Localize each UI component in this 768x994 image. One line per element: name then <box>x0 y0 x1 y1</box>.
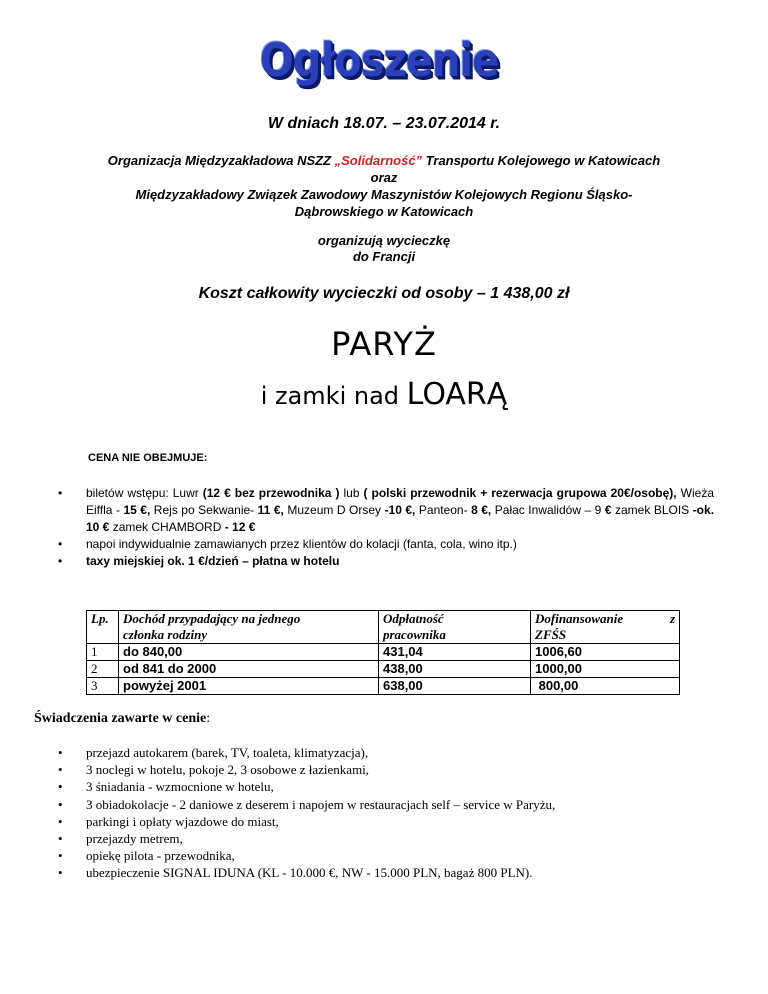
organize-line-2: do Francji <box>352 249 416 264</box>
bullet-icon: • <box>58 848 63 864</box>
headline-loara: i zamki nad LOARĄ <box>260 377 508 412</box>
header-lp: Lp. <box>87 611 119 644</box>
list-item: • 3 śniadania - wzmocnione w hotelu, <box>58 779 274 795</box>
list-item: • przejazd autokarem (barek, TV, toaleta, klimatyzacja), <box>58 745 369 760</box>
header-subsidy: Dofinansowanie z ZFŚS <box>531 611 680 644</box>
trip-dates: W dniach 18.07. – 23.07.2014 r. <box>267 115 501 132</box>
list-item: • biletów wstępu: Luwr (12 € bez przewodnika ) lub ( polski przewodnik + rezerwacja grupowa 20€/osobę), Wieża Eiffla - 15 €, Rejs po Sekwanie- 11 €, Muzeum D Orsey -10 €, Panteon- 8 €, Pałac Inwalidów – 9 € zamek BLOIS -ok. 10 € zamek CHAMBORD - 12 € <box>58 486 715 534</box>
bullet-icon: • <box>58 865 63 881</box>
bullet-icon: • <box>58 796 63 812</box>
bullet-icon: • <box>58 486 63 500</box>
table-header-row <box>87 611 680 644</box>
bullet-icon: • <box>58 554 63 568</box>
organizers-block <box>0 152 768 220</box>
total-cost: Koszt całkowity wycieczki od osoby – 1 438,00 zł <box>198 285 570 302</box>
list-item: • 3 obiadokolacje - 2 daniowe z deserem i napojem w restauracjach self – service w Paryżu, <box>58 796 556 812</box>
table-row: 3 powyżej 2001 638,00 800,00 <box>87 678 680 695</box>
not-included-list <box>58 485 714 570</box>
headline-paris: PARYŻ <box>331 325 437 363</box>
list-item: • przejazdy metrem, <box>58 831 183 847</box>
bullet-icon: • <box>58 813 63 829</box>
list-item: • 3 noclegi w hotelu, pokoje 2, 3 osobowe z łazienkami, <box>58 762 370 778</box>
table-row: 2 od 841 do 2000 438,00 1000,00 <box>87 661 680 678</box>
included-heading: Świadczenia zawarte w cenie: <box>34 711 211 726</box>
bullet-icon: • <box>58 745 63 760</box>
included-list <box>58 744 738 882</box>
header-income: Dochód przypadający na jednego członka rodziny <box>119 611 379 644</box>
announcement-logo <box>244 34 514 100</box>
pricing-table <box>86 610 680 695</box>
header-payment: Odpłatność pracownika <box>379 611 531 644</box>
bullet-icon: • <box>58 762 63 778</box>
list-item: • ubezpieczenie SIGNAL IDUNA (KL - 10.000 €, NW - 15.000 PLN, bagaż 800 PLN). <box>58 865 533 881</box>
organizer-line-3: Międzyzakładowy Związek Zawodowy Maszynistów Kolejowych Regionu Śląsko- <box>135 187 633 202</box>
bullet-icon: • <box>58 537 63 551</box>
bullet-icon: • <box>58 779 63 795</box>
organizer-line-1: Organizacja Międzyzakładowa NSZZ „Solidarność” Transportu Kolejowego w Katowicach <box>107 153 661 168</box>
organize-block <box>0 233 768 265</box>
bullet-icon: • <box>58 831 63 847</box>
logo-text: Ogłoszenie <box>259 34 499 88</box>
solidarnosc-name: „Solidarność” <box>334 153 423 168</box>
organizer-line-2: oraz <box>370 170 398 185</box>
not-included-heading: CENA NIE OBEJMUJE: <box>88 452 208 464</box>
organizer-line-4: Dąbrowskiego w Katowicach <box>294 204 474 219</box>
table-row: 1 do 840,00 431,04 1006,60 <box>87 644 680 661</box>
list-item: • napoi indywidualnie zamawianych przez klientów do kolacji (fanta, cola, wino itp.) <box>58 537 517 551</box>
list-item: • parkingi i opłaty wjazdowe do miast, <box>58 813 279 829</box>
list-item: • taxy miejskiej ok. 1 €/dzień – płatna w hotelu <box>58 554 340 568</box>
organize-line-1: organizują wycieczkę <box>317 233 451 248</box>
list-item: • opiekę pilota - przewodnika, <box>58 848 235 864</box>
